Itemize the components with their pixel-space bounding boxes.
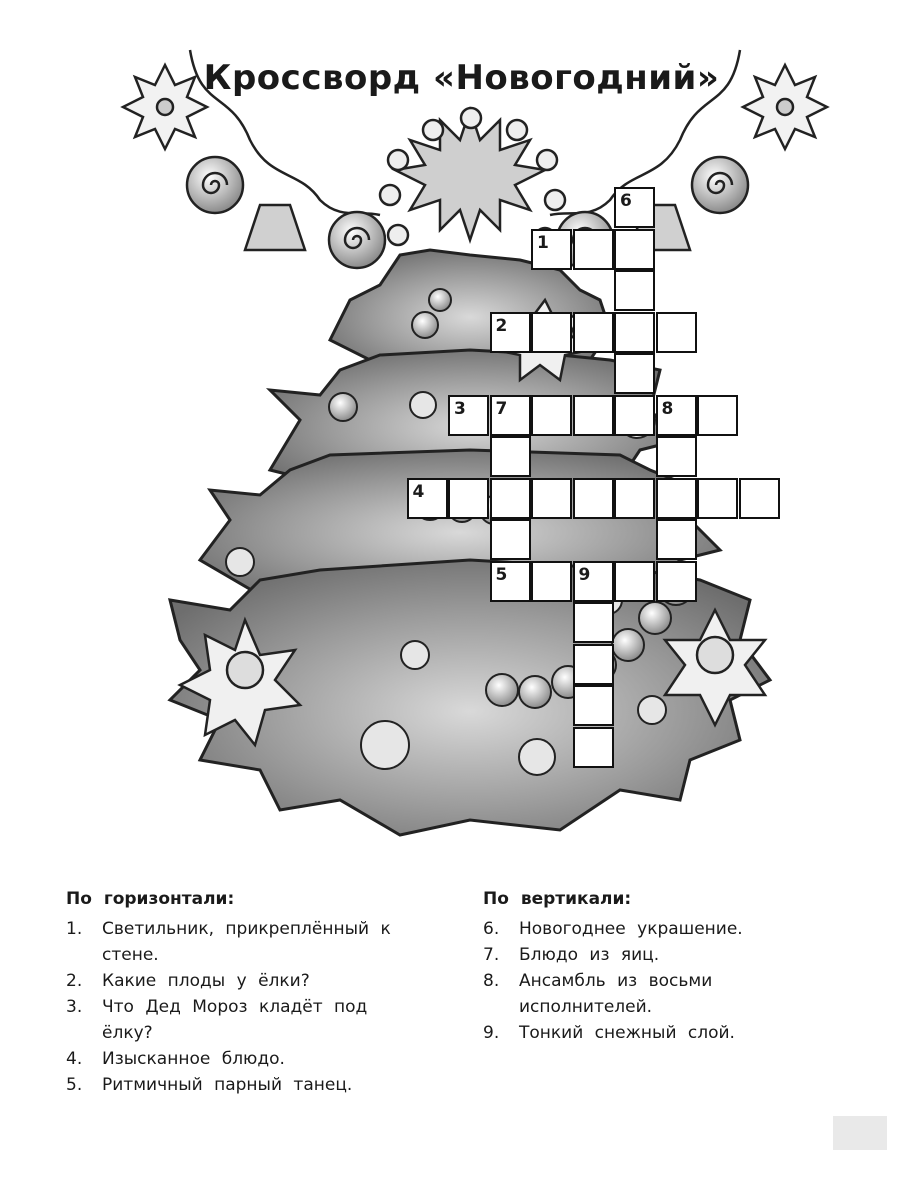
down-heading: По вертикали:	[483, 889, 632, 909]
crossword-cell[interactable]	[573, 602, 614, 643]
clue-text: Тонкий снежный слой.	[519, 1023, 735, 1043]
crossword-cell[interactable]	[614, 229, 655, 270]
clue-index: 6.	[483, 919, 500, 939]
crossword-cell[interactable]	[573, 395, 614, 436]
clue-number: 1	[537, 232, 549, 253]
clue-index: 3.	[66, 997, 83, 1017]
across-clue	[66, 1072, 426, 1098]
crossword-cell[interactable]	[490, 561, 531, 602]
clue-text: Ансамбль из восьми исполнителей.	[519, 971, 713, 1017]
clue-index: 5.	[66, 1075, 83, 1095]
crossword-cell[interactable]	[490, 436, 531, 477]
crossword-cell[interactable]	[490, 519, 531, 560]
clue-number: 9	[578, 564, 591, 585]
crossword-cell[interactable]	[573, 478, 614, 519]
crossword-cell[interactable]	[448, 395, 489, 436]
down-clue	[483, 968, 813, 1020]
clue-text: Изысканное блюдо.	[102, 1049, 285, 1069]
page-corner-tab	[833, 1116, 887, 1150]
crossword-cell[interactable]	[656, 436, 697, 477]
crossword-cell[interactable]	[614, 561, 655, 602]
clue-index: 9.	[483, 1023, 500, 1043]
crossword-cell[interactable]	[573, 561, 614, 602]
across-heading: По горизонтали:	[66, 889, 235, 909]
clue-number: 8	[661, 398, 674, 419]
crossword-cell[interactable]	[614, 270, 655, 311]
clue-index: 4.	[66, 1049, 83, 1069]
across-clue	[66, 968, 426, 994]
across-clue	[66, 916, 426, 968]
clue-index: 8.	[483, 971, 500, 991]
crossword-cell[interactable]	[614, 395, 655, 436]
clue-number: 7	[495, 398, 508, 419]
crossword-cell[interactable]	[490, 478, 531, 519]
down-clue	[483, 1020, 813, 1046]
clue-index: 1.	[66, 919, 83, 939]
crossword-cell[interactable]	[697, 478, 738, 519]
across-clue	[66, 1046, 426, 1072]
clue-number: 6	[620, 191, 632, 211]
across-clues	[66, 886, 426, 1098]
down-clue	[483, 916, 813, 942]
across-clue	[66, 994, 426, 1046]
page-title: Кроссворд «Новогодний»	[203, 58, 720, 98]
clue-number: 4	[412, 481, 425, 502]
crossword-cell[interactable]	[573, 312, 614, 353]
crossword-cell[interactable]	[531, 478, 572, 519]
crossword-cell[interactable]	[656, 312, 697, 353]
crossword-cell[interactable]	[531, 229, 572, 270]
down-clue	[483, 942, 813, 968]
crossword-cell[interactable]	[614, 353, 655, 394]
clue-number: 5	[495, 564, 508, 585]
crossword-cell[interactable]	[697, 395, 738, 436]
crossword-cell[interactable]	[656, 519, 697, 560]
crossword-cell[interactable]	[531, 312, 572, 353]
clue-text: Новогоднее украшение.	[519, 919, 743, 939]
crossword-cell[interactable]	[490, 312, 531, 353]
crossword-cell[interactable]	[656, 478, 697, 519]
clue-number: 3	[454, 398, 466, 419]
crossword-cell[interactable]	[614, 187, 655, 228]
clue-number: 2	[495, 315, 508, 336]
clue-index: 2.	[66, 971, 83, 991]
down-clues	[483, 886, 813, 1046]
clue-text: Блюдо из яиц.	[519, 945, 660, 965]
clue-index: 7.	[483, 945, 500, 965]
crossword-cell[interactable]	[573, 644, 614, 685]
crossword-cell[interactable]	[656, 395, 697, 436]
crossword-cell[interactable]	[614, 478, 655, 519]
crossword-cell[interactable]	[614, 312, 655, 353]
crossword-cell[interactable]	[573, 727, 614, 768]
crossword-cell[interactable]	[573, 229, 614, 270]
crossword-cell[interactable]	[407, 478, 448, 519]
crossword-cell[interactable]	[448, 478, 489, 519]
crossword-cell[interactable]	[739, 478, 780, 519]
crossword-cell[interactable]	[490, 395, 531, 436]
clue-text: Какие плоды у ёлки?	[102, 971, 310, 991]
crossword-cell[interactable]	[531, 561, 572, 602]
clue-text: Ритмичный парный танец.	[102, 1075, 353, 1095]
crossword-cell[interactable]	[656, 561, 697, 602]
clue-text: Светильник, прикреплённый к стене.	[102, 919, 391, 965]
crossword-cell[interactable]	[531, 395, 572, 436]
clue-text: Что Дед Мороз кладёт под ёлку?	[102, 997, 368, 1043]
crossword-cell[interactable]	[573, 685, 614, 726]
